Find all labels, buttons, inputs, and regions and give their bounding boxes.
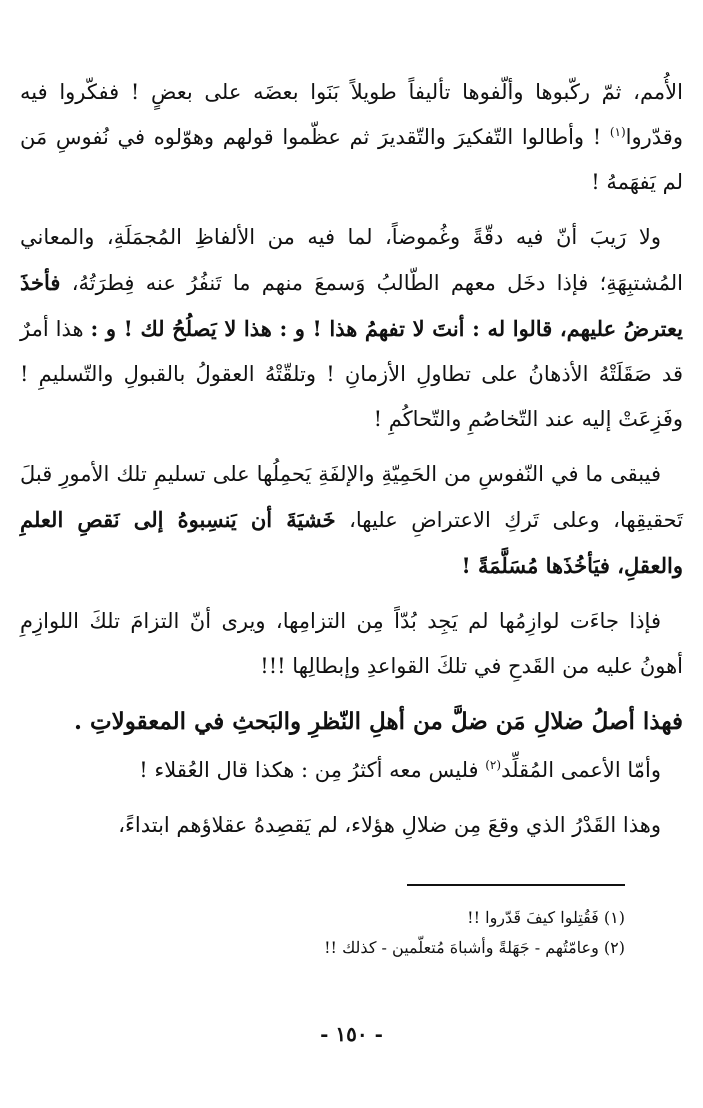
paragraph-4 (20, 599, 683, 689)
paragraph-6 (20, 803, 683, 848)
text-segment: ولا رَيبَ أنّ فيه دقّةً وغُموضاً، لما فيه من الألفاظِ المُجمَلَةِ، والمعاني المُشتبِهَةِ؛ فإذا دخَل معهم الطّالبُ وَسمعَ منهم ما تَنفُرُ عنه فِطرَتُهُ، (20, 225, 683, 295)
footnotes (65, 903, 625, 963)
footnote-1: (١) فَقُتِلوا كيفَ قَدّروا !! (467, 908, 625, 927)
bold-text-segment: خَشيَةَ أن يَنسِبوهُ إلى نَقصِ العلمِ والعقلِ، فيَأخُذَها مُسَلَّمَةً ! (20, 507, 683, 578)
text-segment: فيبقى ما في النّفوسِ من الحَمِيّةِ والإلفَةِ يَحمِلُها على تسليمِ تلك الأمورِ قبلَ تَحقيقِها، وعلى تَركِ الاعتراضِ عليها، (20, 462, 684, 532)
text-segment: هذا أمرٌ قد صَقَلَتْهُ الأذهانُ على تطاولِ الأزمانِ ! وتلقّتْهُ العقولُ بالقبولِ والتّسليمِ ! وفَزِعَتْ إليه عند التّخاصُمِ والتّحاكُمِ ! (20, 317, 683, 431)
footnote-2: (٢) وعامّتُهم - جَهَلةً وأشباهَ مُتعلّمين - كذلك !! (324, 938, 625, 957)
paragraph-2 (20, 215, 683, 442)
paragraph-1 (20, 70, 683, 205)
text-segment: فإذا جاءَت لوازِمُها لم يَجِد بُدّاً مِن التزامِها، ويرى أنّ التزامَ تلكَ اللوازِمِ أهونُ عليه من القَدحِ في تلكَ القواعدِ وإبطالِها !!! (20, 609, 683, 678)
text-segment: فليس معه أكثرُ مِن : هكذا قال العُقلاء ! (139, 758, 486, 782)
text-segment: ! وأطالوا التّفكيرَ والتّقديرَ ثم عظّموا قولهم وهوّلوه في نُفوسِ مَن لم يَفهَمهُ ! (20, 125, 683, 194)
text-segment: وهذا القَدْرُ الذي وقعَ مِن ضلالِ هؤلاء، لم يَقصِدهُ عقلاؤهم ابتداءً، (118, 813, 661, 837)
page-number: - ١٥٠ - (320, 1022, 383, 1046)
paragraph-5 (20, 748, 683, 793)
paragraph-3 (20, 452, 683, 589)
text-segment: وأمّا الأعمى المُقلِّد (501, 758, 661, 782)
bold-text-segment: فأخذَ يعترضُ عليهم، قالوا له : أنتَ لا تفهمُ هذا ! و : هذا لا يَصلُحُ لك ! و : (20, 270, 683, 341)
footnote-ref-1: (١) (609, 125, 626, 139)
main-text (20, 70, 683, 858)
section-conclusion-heading: فهذا أصلُ ضلالِ مَن ضلَّ من أهلِ النّظرِ والبَحثِ في المعقولاتِ . (73, 708, 683, 735)
footnote-divider (407, 884, 625, 886)
footnote-ref-2: (٢) (485, 758, 502, 772)
text-segment: الأُمم، ثمّ ركّبوها وألّفوها تأليفاً طويلاً بَنَوا بعضَه على بعضٍ ! ففكّروا فيه وقدّروا (20, 80, 683, 149)
